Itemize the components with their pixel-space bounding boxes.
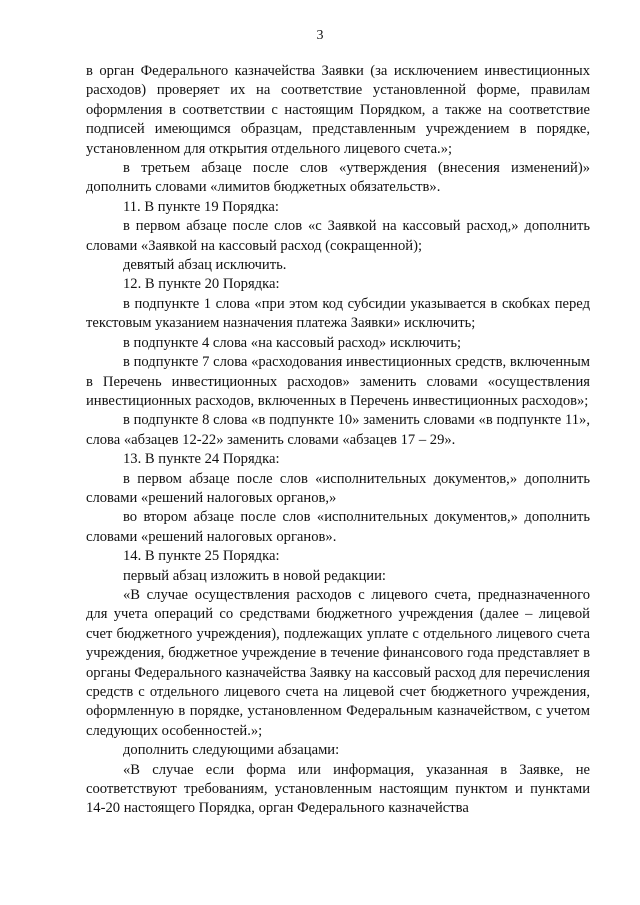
item-14-heading: 14. В пункте 25 Порядка: [123,548,280,565]
paragraph-12: в первом абзаце после слов «исполнительных документов,» дополнить словами «решений налоговых органов,» [86,470,590,506]
paragraph-2: в третьем абзаце после слов «утверждения (внесения изменений)» дополнить словами «лимитов бюджетных обязательств». [86,160,590,196]
paragraph-8: в подпункте 4 слова «на кассовый расход» исключить; [123,334,462,351]
item-13-heading: 13. В пункте 24 Порядка: [123,451,280,468]
paragraph-5: девятый абзац исключить. [123,257,287,274]
item-12-heading: 12. В пункте 20 Порядка: [123,276,280,293]
paragraph-9: в подпункте 7 слова «расходования инвестиционных средств, включенным в Перечень инвестиционных расходов» заменить словами «осуществления инвестиционных расходов, включенных в Перечень инвестиционных расходов»; [86,354,590,409]
paragraph-16: «В случае осуществления расходов с лицевого счета, предназначенного для учета операций со средствами бюджетного учреждения (далее – лицевой счет бюджетного учреждения), подлежащих уплате с отдельного лицевого счета учреждения, бюджетное учреждение в течение финансового года представляет в органы Федерального казначейства Заявку на кассовый расход для перечисления средств с отдельного лицевого счета на лицевой счет бюджетного учреждения, оформленную в порядке, установленном Федеральным казначейством, с учетом следующих особенностей.»; [86,586,590,739]
item-11-heading: 11. В пункте 19 Порядка: [123,198,279,215]
paragraph-18: «В случае если форма или информация, указанная в Заявке, не соответствуют требованиям, установленным настоящим пунктом и пунктами 14-20 настоящего Порядка, орган Федерального казначейства [86,761,590,817]
paragraph-10: в подпункте 8 слова «в подпункте 10» заменить словами «в подпункте 11», слова «абзацев 12-22» заменить словами «абзацев 17 – 29». [86,412,590,448]
paragraph-17: дополнить следующими абзацами: [123,742,340,759]
document-body [86,62,590,819]
paragraph-13: во втором абзаце после слов «исполнительных документов,» дополнить словами «решений налоговых органов». [86,509,590,545]
page-number: 3 [316,28,324,43]
paragraph-7: в подпункте 1 слова «при этом код субсидии указывается в скобках перед текстовым указанием назначения платежа Заявки» исключить; [86,295,590,332]
paragraph-15: первый абзац изложить в новой редакции: [123,567,386,584]
paragraph-4: в первом абзаце после слов «с Заявкой на кассовый расход,» дополнить словами «Заявкой на кассовый расход (сокращенной); [86,218,590,254]
paragraph-1: в орган Федерального казначейства Заявки (за исключением инвестиционных расходов) проверяет их на соответствие установленной форме, правилам оформления в соответствии с настоящим Порядком, а также на соответствие подписей имеющимся образцам, представленным учреждением в порядке, установленном для открытия отдельного лицевого счета.»; [86,63,590,157]
